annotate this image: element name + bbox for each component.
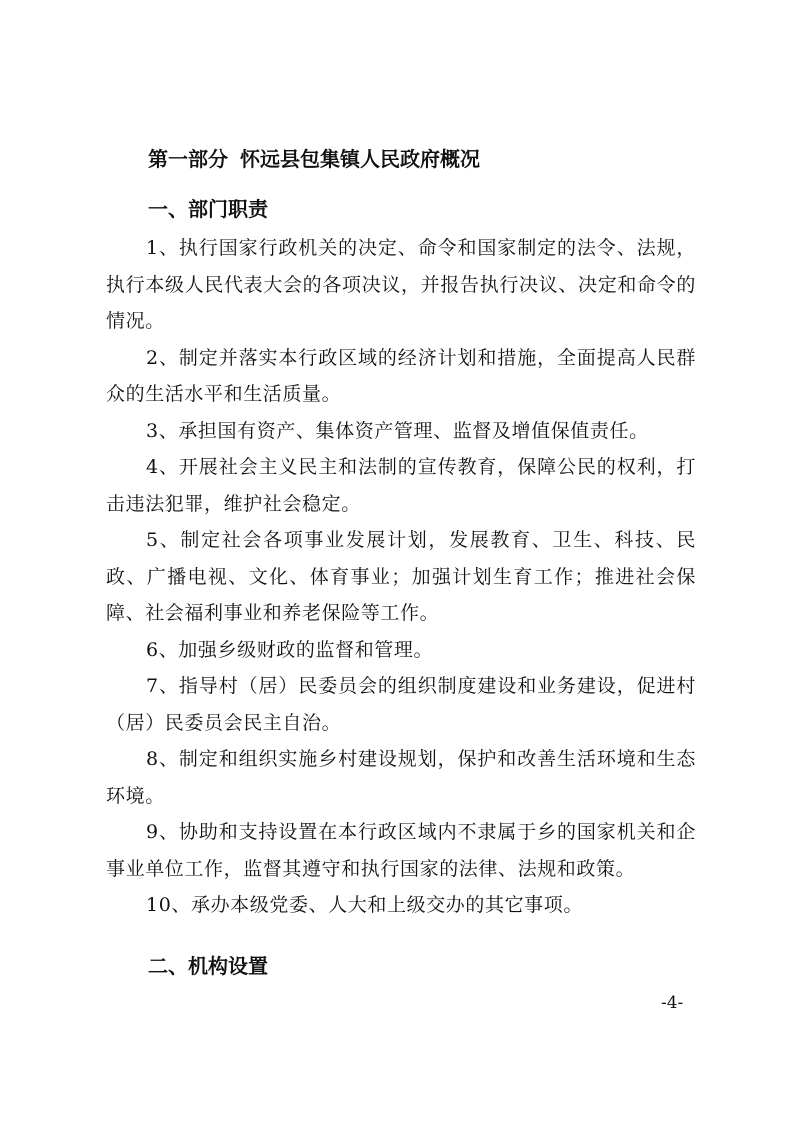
duty-paragraph-2: 2、制定并落实本行政区域的经济计划和措施，全面提高人民群众的生活水平和生活质量。 [106, 346, 696, 405]
duty-paragraph-1: 1、执行国家行政机关的决定、命令和国家制定的法令、法规，执行本级人民代表大会的各项决议，并报告执行决议、决定和命令的情况。 [106, 237, 696, 332]
page-number: -4- [661, 993, 684, 1013]
duty-paragraph-10: 10、承办本级党委、人大和上级交办的其它事项。 [146, 894, 583, 916]
duty-paragraph-3: 3、承担国有资产、集体资产管理、监督及增值保值责任。 [146, 419, 649, 442]
part-title-name: 怀远县包集镇人民政府概况 [240, 147, 480, 171]
duties-body [106, 230, 696, 924]
section-heading-duties: 一、部门职责 [148, 197, 268, 221]
duty-paragraph-4: 4、开展社会主义民主和法制的宣传教育，保障公民的权利，打击违法犯罪，维护社会稳定。 [106, 456, 696, 515]
part-title-label: 第一部分 [148, 147, 228, 171]
duty-paragraph-6: 6、加强乡级财政的监督和管理。 [146, 638, 434, 661]
duty-paragraph-9: 9、协助和支持设置在本行政区域内不隶属于乡的国家机关和企事业单位工作，监督其遵守和执行国家的法律、法规和政策。 [106, 821, 696, 880]
section-heading-organization: 二、机构设置 [148, 954, 268, 978]
duty-paragraph-7: 7、指导村（居）民委员会的组织制度建设和业务建设，促进村（居）民委员会民主自治。 [106, 675, 696, 734]
duty-paragraph-8: 8、制定和组织实施乡村建设规划，保护和改善生活环境和生态环境。 [106, 748, 696, 807]
part-title [148, 145, 480, 173]
duty-paragraph-5: 5、制定社会各项事业发展计划，发展教育、卫生、科技、民政、广播电视、文化、体育事业；加强计划生育工作；推进社会保障、社会福利事业和养老保险等工作。 [106, 529, 696, 624]
